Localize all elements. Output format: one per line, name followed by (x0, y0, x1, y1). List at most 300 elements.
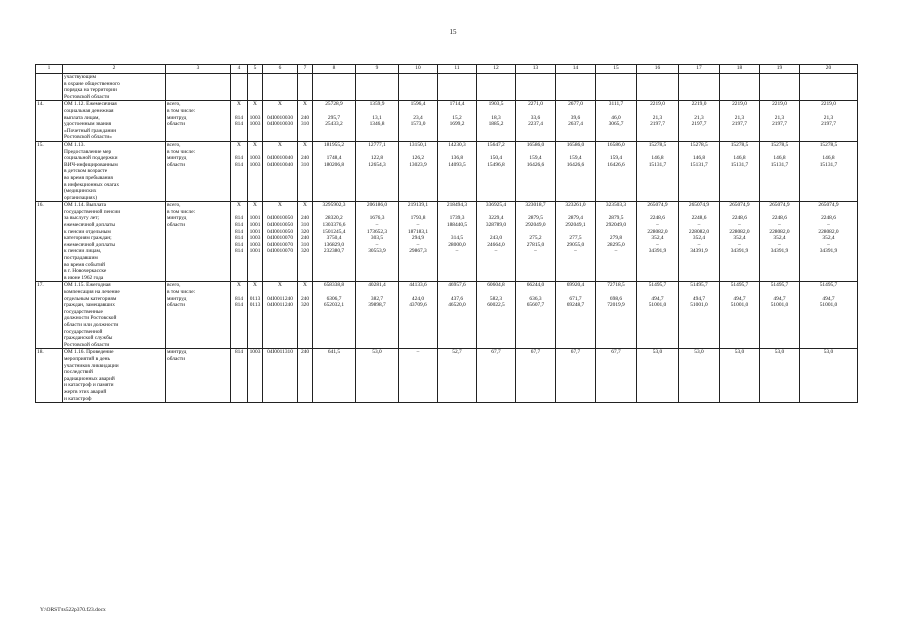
empty-cell (679, 74, 720, 101)
value-line (314, 209, 354, 216)
value-line (597, 229, 635, 236)
value-line (801, 289, 856, 296)
value-cell (313, 282, 356, 349)
value-line: 352,4 (822, 235, 835, 242)
value-line (557, 289, 594, 296)
value-line: 150,4 (489, 155, 503, 162)
value-line: 15131,7 (690, 161, 708, 168)
table-row (36, 282, 858, 349)
value-line: X (278, 101, 282, 108)
value-line (439, 149, 475, 156)
value-line: 21,3 (652, 114, 663, 121)
value-cell (477, 141, 516, 201)
value-line (761, 209, 798, 216)
value-line: 0113 (249, 302, 261, 309)
name-line: участников ликвидации (64, 362, 119, 369)
file-path: Y:\ORST\ts522p370.f23.docx (40, 607, 106, 613)
value-line: 671,7 (569, 295, 582, 302)
value-line: 40281,4 (368, 282, 386, 289)
value-cell (516, 202, 556, 282)
value-line: 24664,0 (487, 241, 505, 248)
value-line: 2237,4 (528, 121, 543, 128)
name-line: во время пребывания (64, 174, 113, 181)
value-line (478, 289, 514, 296)
value-line (249, 209, 261, 216)
name-line: участвующим (64, 74, 97, 80)
value-line: 15,2 (452, 114, 462, 121)
value-line: 04I0010050 (266, 215, 294, 222)
name-line: гражданской службы (64, 335, 113, 342)
value-line: 1346,8 (369, 121, 385, 128)
value-line: 66244,0 (526, 282, 545, 289)
name-line: социальная денежная (64, 107, 114, 114)
header-col-17: 17 (679, 65, 720, 74)
value-cell (298, 141, 313, 201)
budget-table (35, 64, 858, 403)
value-line: 15278,5 (770, 141, 789, 148)
value-line: 2271,0 (528, 101, 543, 108)
value-line: 39,6 (570, 114, 581, 121)
value-line: 1714,4 (449, 101, 465, 108)
row-number-text: 14. (37, 101, 44, 108)
value-line: 43709,6 (409, 302, 427, 309)
value-line: 3111,7 (608, 101, 624, 108)
name-line: мероприятий в день (64, 355, 110, 362)
value-cell (679, 282, 720, 349)
value-line (721, 289, 758, 296)
value-line: 04I0010050 (266, 228, 294, 235)
value-line: 2219,0 (732, 101, 747, 108)
value-cell (298, 202, 313, 282)
value-line: 240 (300, 235, 310, 242)
value-line: 53,0 (652, 349, 663, 356)
value-line: 2637,4 (568, 121, 583, 128)
value-line: 1676,3 (369, 215, 385, 222)
value-line: 2219,0 (772, 101, 787, 108)
header-col-20: 20 (800, 65, 858, 74)
name-line: ОМ 1.14. Выплата (64, 202, 107, 209)
value-line: 352,4 (773, 235, 786, 242)
value-line: 636,3 (529, 295, 542, 302)
value-line: 814 (234, 235, 244, 242)
value-cell (356, 141, 399, 201)
value-line: 1359,9 (369, 101, 385, 108)
value-cell (637, 349, 679, 403)
value-line: 51001,0 (648, 302, 667, 309)
value-cell (720, 101, 760, 142)
value-cell (760, 202, 800, 282)
value-line (517, 209, 554, 216)
continuation-row (36, 74, 858, 101)
value-line (680, 149, 718, 156)
executor-line: всего, (167, 282, 181, 289)
value-cell (477, 202, 516, 282)
name-line: в детском возрасте (64, 168, 108, 175)
value-line: 1001 (249, 215, 261, 222)
value-line (761, 108, 798, 115)
value-line: 1001 (249, 248, 261, 255)
name-line: компенсация на лечение (64, 289, 120, 295)
name-line: ОМ 1.15. Ежегодная (64, 282, 111, 289)
value-line: 1699,2 (449, 121, 465, 128)
value-line: 328789,0 (485, 222, 507, 229)
name-line: в инфекционных очагах (64, 181, 120, 188)
value-line: 28320,2 (325, 215, 343, 222)
header-col-18: 18 (720, 65, 760, 74)
value-line (680, 289, 718, 296)
value-line: 159,4 (609, 155, 623, 162)
value-line: 437,6 (450, 295, 464, 302)
value-cell (800, 101, 858, 142)
value-cell (800, 202, 858, 282)
value-line: 494,7 (692, 295, 706, 302)
value-line: – (494, 248, 498, 255)
measure-name (63, 282, 166, 349)
value-line: 187183,1 (407, 228, 429, 235)
name-line: ОМ 1.16. Проведение (64, 349, 114, 356)
value-cell (556, 101, 596, 142)
empty-cell (231, 74, 248, 101)
value-line: 352,4 (692, 235, 706, 242)
value-cell (516, 101, 556, 142)
executor-line: минтруд (167, 155, 187, 162)
value-cell (556, 202, 596, 282)
value-cell (438, 141, 477, 201)
executor-line: минтруд (167, 295, 187, 302)
value-line: 2677,0 (568, 101, 583, 108)
value-cell (313, 349, 356, 403)
executor-line: области (167, 302, 186, 309)
value-line: 265074,9 (729, 202, 750, 209)
name-line: ОМ 1.13. (64, 141, 85, 148)
value-line: 1903,5 (488, 101, 504, 108)
value-line: 1003 (249, 114, 261, 121)
value-line: 180206,8 (323, 161, 345, 168)
value-cell (679, 141, 720, 201)
table-row (36, 202, 858, 282)
value-cell (231, 101, 248, 142)
value-line: 04I0011240 (267, 302, 293, 309)
value-line: 658338,8 (323, 282, 345, 289)
value-line: 16426,6 (607, 161, 625, 168)
value-line: 310 (300, 121, 310, 128)
value-line: – (375, 241, 379, 248)
header-col-1: 1 (36, 65, 63, 74)
value-line: 15131,7 (730, 161, 749, 168)
value-line (357, 289, 397, 296)
value-line: 04I0010040 (266, 155, 294, 162)
value-line: 146,8 (733, 155, 746, 162)
value-line: 310 (300, 161, 310, 168)
row-number-text: 16. (37, 202, 44, 209)
value-cell (248, 202, 263, 282)
name-line: государственной (64, 328, 103, 335)
value-line: 2219,0 (691, 101, 707, 108)
name-line: и катастроф (64, 395, 92, 402)
value-line: 2197,7 (821, 121, 836, 128)
value-line: 3750,4 (326, 235, 342, 242)
header-col-11: 11 (438, 65, 477, 74)
value-line: 04I0011310 (267, 349, 293, 356)
value-line: 1003 (249, 155, 261, 162)
value-line (597, 108, 635, 115)
value-line: X (303, 101, 307, 108)
value-line: 814 (234, 241, 244, 248)
value-line: 30553,9 (368, 248, 386, 255)
value-line: 69248,7 (566, 302, 585, 309)
value-line (264, 209, 296, 216)
value-line: 181955,2 (323, 141, 345, 148)
value-line: 6306,7 (326, 295, 342, 302)
value-cell (760, 282, 800, 349)
value-line: – (534, 248, 537, 255)
value-line: 53,0 (372, 349, 382, 356)
value-line: 494,7 (822, 295, 835, 302)
page-number: 15 (449, 28, 457, 36)
value-line: 1003 (249, 121, 261, 128)
value-line: 240 (300, 215, 310, 222)
value-line (232, 209, 246, 216)
empty-cell (516, 74, 556, 101)
value-line: 60604,8 (487, 282, 505, 289)
value-line: 15278,5 (730, 141, 749, 148)
value-line: 292049,0 (525, 222, 546, 229)
value-line: 25728,9 (325, 101, 343, 108)
value-line: 1573,0 (410, 121, 426, 128)
value-line: 320 (300, 248, 310, 255)
value-line: 1003 (249, 349, 261, 356)
value-line: 39898,7 (368, 302, 386, 309)
header-col-7: 7 (298, 65, 313, 74)
value-line: 2219,0 (821, 101, 836, 108)
value-cell (720, 282, 760, 349)
empty-cell (356, 74, 399, 101)
value-line: 53,0 (823, 349, 834, 356)
value-line: 206186,0 (366, 202, 388, 209)
value-line: 582,3 (489, 295, 503, 302)
name-line: за выслугу лет; (64, 215, 100, 222)
value-cell (248, 349, 263, 403)
value-line (299, 289, 311, 296)
value-line: 15278,5 (690, 141, 708, 148)
value-line: 814 (234, 295, 244, 302)
value-cell (356, 282, 399, 349)
name-line: социальной поддержки (64, 155, 118, 162)
value-line: 53,0 (694, 349, 704, 356)
row-number (36, 349, 63, 403)
value-line: 72019,9 (607, 302, 625, 309)
name-line: категориям граждан; (64, 235, 112, 242)
value-line: X (303, 141, 307, 148)
empty-cell (438, 74, 477, 101)
value-line (232, 149, 246, 156)
header-col-12: 12 (477, 65, 516, 74)
value-cell (313, 141, 356, 201)
name-line: граждан, замещавших (64, 302, 115, 309)
value-line: 67,7 (491, 349, 501, 356)
value-cell (800, 349, 858, 403)
value-cell (263, 141, 298, 201)
value-line: 310 (300, 222, 310, 229)
value-line (517, 108, 554, 115)
value-line: 51001,0 (690, 302, 708, 309)
value-line: – (574, 248, 577, 255)
header-col-19: 19 (760, 65, 800, 74)
value-line (638, 289, 677, 296)
value-line: 320 (300, 228, 310, 235)
value-line (357, 108, 397, 115)
name-line: последствий (64, 369, 93, 376)
value-line: 04I0011240 (267, 295, 293, 302)
value-line (439, 289, 475, 296)
value-line (264, 149, 296, 156)
value-cell (248, 101, 263, 142)
value-cell (438, 349, 477, 403)
value-line (314, 149, 354, 156)
value-line: 352,4 (733, 235, 746, 242)
value-line (597, 289, 635, 296)
value-line: X (253, 141, 257, 148)
value-cell (399, 282, 438, 349)
value-cell (248, 282, 263, 349)
value-cell (298, 101, 313, 142)
value-line: 2879,5 (608, 215, 624, 222)
value-line: 13,1 (372, 114, 382, 121)
value-line: X (278, 202, 282, 209)
executor-line: минтруд (167, 215, 187, 222)
value-line: 136,8 (450, 155, 464, 162)
value-line: 2197,7 (772, 121, 787, 128)
value-line: 320 (300, 302, 310, 309)
value-line (557, 209, 594, 216)
value-line: 16586,0 (566, 141, 585, 148)
value-line: 2248,6 (732, 215, 747, 222)
value-line: 814 (234, 121, 244, 128)
value-line: 228082,0 (818, 228, 839, 235)
value-line: 814 (234, 222, 244, 229)
value-cell (263, 202, 298, 282)
value-line: 28295,0 (607, 241, 625, 248)
value-cell (438, 202, 477, 282)
value-cell (720, 141, 760, 201)
value-cell (231, 141, 248, 201)
value-line: 04I0010070 (266, 235, 294, 242)
value-line: 53,0 (774, 349, 785, 356)
value-line: 303,5 (370, 235, 384, 242)
header-col-9: 9 (356, 65, 399, 74)
value-line: – (375, 222, 379, 229)
header-col-6: 6 (263, 65, 298, 74)
value-line: 65607,7 (526, 302, 545, 309)
value-line: 16586,0 (526, 141, 545, 148)
value-line (264, 108, 296, 115)
measure-name (63, 101, 166, 142)
value-line: 46,0 (611, 114, 621, 121)
value-line: 294,9 (411, 235, 425, 242)
value-line: 310 (300, 241, 310, 248)
value-cell (720, 349, 760, 403)
value-cell (356, 349, 399, 403)
value-cell (516, 141, 556, 201)
value-line (357, 209, 397, 216)
value-line (314, 108, 354, 115)
value-cell (679, 101, 720, 142)
value-cell (263, 282, 298, 349)
measure-name (63, 202, 166, 282)
value-cell (399, 141, 438, 201)
value-line: 424,0 (411, 295, 425, 302)
value-line: 2219,0 (650, 101, 665, 108)
value-line: 698,6 (609, 295, 623, 302)
value-line (439, 108, 475, 115)
executor-line: всего, (167, 141, 181, 148)
value-cell (760, 141, 800, 201)
value-line (761, 149, 798, 156)
value-line: 52,7 (452, 349, 462, 356)
value-line: 2879,4 (568, 215, 583, 222)
value-line: 51001,0 (730, 302, 749, 309)
value-line: 494,7 (651, 295, 664, 302)
value-line: 352,4 (651, 235, 664, 242)
value-line: 240 (300, 295, 310, 302)
empty-cell (313, 74, 356, 101)
value-line: 34391,9 (819, 248, 838, 255)
header-col-5: 5 (248, 65, 263, 74)
value-cell (231, 282, 248, 349)
value-line: 159,4 (569, 155, 582, 162)
value-line: 51495,7 (730, 282, 749, 289)
value-line: 265074,9 (688, 202, 710, 209)
value-line: 2197,7 (732, 121, 747, 128)
value-line: 146,8 (692, 155, 706, 162)
value-line: X (253, 202, 257, 209)
value-line: 146,8 (651, 155, 664, 162)
value-line: 295,7 (327, 114, 341, 121)
value-line (638, 149, 677, 156)
value-line: 126,2 (411, 155, 425, 162)
value-line: 1001 (249, 222, 261, 229)
name-line: отдельным категориям (64, 295, 117, 302)
value-cell (679, 349, 720, 403)
value-line (232, 108, 246, 115)
value-line: 04I0010040 (266, 161, 294, 168)
value-line: 2879,5 (528, 215, 543, 222)
value-line: 0113 (249, 295, 261, 302)
value-line: 382,7 (370, 295, 384, 302)
value-line: 336925,4 (485, 202, 507, 209)
value-line: 1793,8 (410, 215, 426, 222)
value-line (517, 229, 554, 236)
value-line (400, 209, 436, 216)
empty-cell (298, 74, 313, 101)
value-line: – (738, 222, 741, 229)
value-line: X (278, 282, 282, 289)
value-line (801, 209, 856, 216)
name-line: в июне 1962 года (64, 274, 104, 281)
empty-cell (596, 74, 637, 101)
value-line (680, 108, 718, 115)
value-line (400, 108, 436, 115)
value-line: 136829,0 (323, 241, 345, 248)
name-line: к пенсии отдельным (64, 228, 111, 235)
value-line: X (278, 141, 282, 148)
value-line: X (237, 141, 241, 148)
header-col-16: 16 (637, 65, 679, 74)
value-line: 15496,8 (487, 161, 505, 168)
value-cell (556, 282, 596, 349)
header-col-10: 10 (399, 65, 438, 74)
executor-line: всего, (167, 202, 181, 209)
